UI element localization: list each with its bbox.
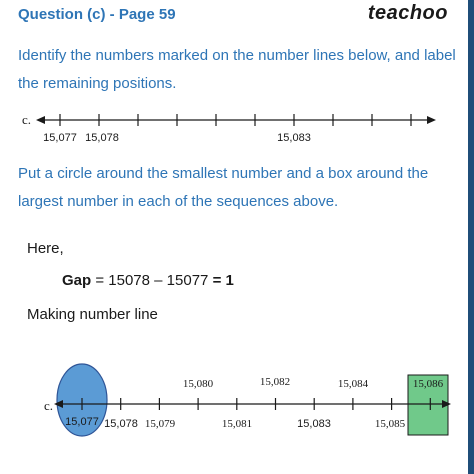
- line2-label-15079: 15,079: [144, 418, 176, 430]
- making-number-line-text: Making number line: [27, 306, 158, 323]
- gap-calculation: [62, 272, 234, 289]
- question-instruction: Identify the numbers marked on the number lines below, and label the remaining positions.: [18, 47, 456, 92]
- line2-label-15081: 15,081: [221, 418, 253, 430]
- line2-label-15083: 15,083: [297, 418, 331, 430]
- line1-left-arrow: [36, 116, 45, 124]
- line2-label-15078: 15,078: [104, 418, 138, 430]
- line2-label: c.: [44, 398, 54, 413]
- line1-label-15078: 15,078: [85, 132, 119, 144]
- gap-result: = 1: [212, 272, 234, 289]
- line1-label-15077: 15,077: [43, 132, 77, 144]
- question-task: Put a circle around the smallest number and a box around the largest number in each of the sequences above.: [18, 165, 429, 210]
- line2-label-15085: 15,085: [374, 418, 406, 430]
- line1-label: c.: [22, 112, 32, 127]
- line2-label-15080: 15,080: [182, 378, 214, 390]
- line2-label-15082: 15,082: [259, 376, 291, 388]
- gap-expression: = 15078 – 15077: [91, 272, 213, 289]
- page-title: Question (c) - Page 59: [18, 6, 176, 23]
- line2-label-15077: 15,077: [65, 416, 99, 428]
- line2-label-15084: 15,084: [337, 378, 369, 390]
- teachoo-logo: teachoo: [367, 2, 448, 24]
- line1-label-15083: 15,083: [277, 132, 311, 144]
- here-text: Here,: [27, 240, 64, 257]
- line1-right-arrow: [427, 116, 436, 124]
- line2-label-15086: 15,086: [412, 378, 444, 390]
- line1-axis: [36, 116, 436, 124]
- gap-term: Gap: [62, 272, 92, 289]
